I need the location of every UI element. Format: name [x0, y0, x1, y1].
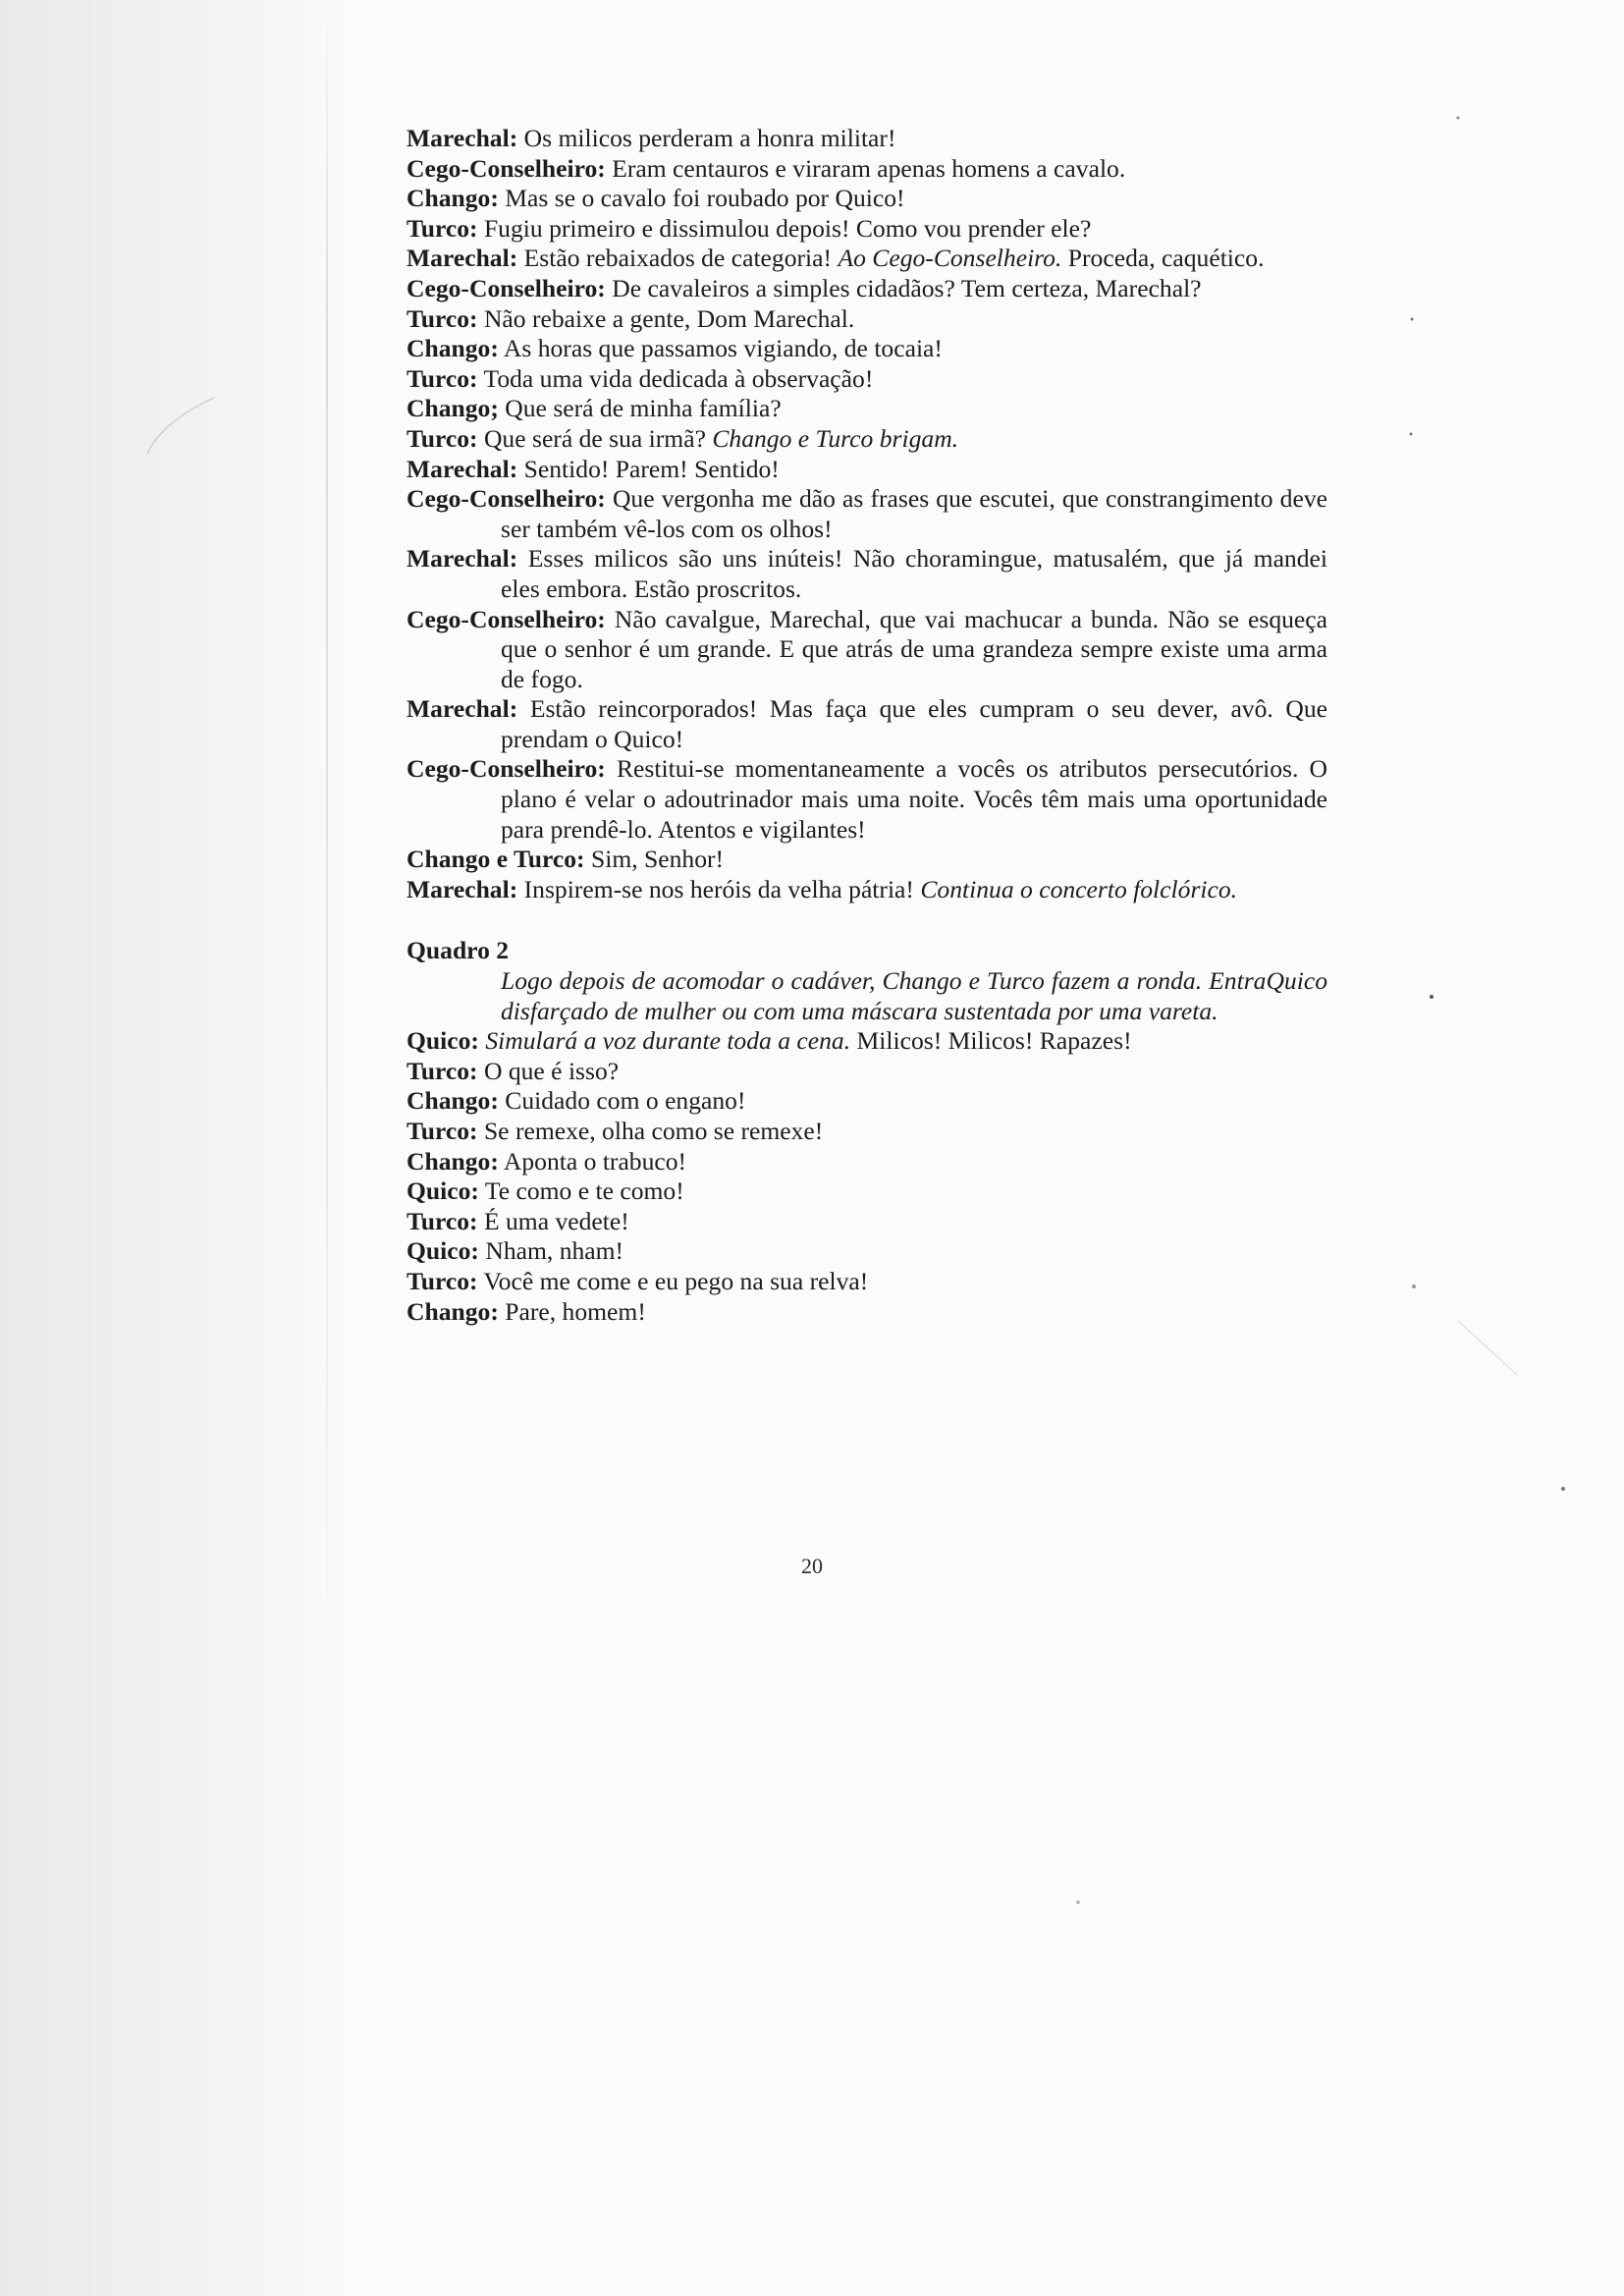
line-text: É uma vedete! — [483, 1206, 629, 1235]
dialogue-line — [406, 1176, 1327, 1207]
dialogue-line — [406, 424, 1327, 455]
speaker-name: Turco: — [406, 1206, 478, 1235]
dialogue-line — [406, 304, 1327, 335]
dialogue-line — [406, 364, 1327, 395]
page-gutter — [326, 0, 328, 1669]
stage-direction: Ao Cego-Conselheiro. — [838, 244, 1062, 273]
line-text: Nham, nham! — [485, 1236, 624, 1266]
line-text: As horas que passamos vigiando, de tocaia! — [503, 334, 943, 363]
line-text: Pare, homem! — [505, 1296, 646, 1326]
script-text — [406, 124, 1327, 1327]
dialogue-line — [406, 1117, 1327, 1147]
line-text: Estão rebaixados de categoria! — [523, 244, 833, 273]
speaker-name: Quico: — [406, 1176, 479, 1206]
dialogue-line — [406, 754, 1327, 845]
line-text: De cavaleiros a simples cidadãos? Tem certeza, Marechal? — [612, 273, 1202, 302]
line-text: Se remexe, olha como se remexe! — [483, 1117, 824, 1145]
dialogue-line — [406, 1147, 1327, 1177]
dialogue-line — [406, 1207, 1327, 1237]
section-title: Quadro 2 — [406, 936, 510, 965]
dialogue-line — [406, 124, 1327, 154]
dialogue-line — [406, 1236, 1327, 1267]
line-text: Restitui-se momentaneamente a vocês os atributos persecutórios. O plano é velar o adoutrinador mais uma noite. Vocês têm mais uma oportunidade para prendê-lo. Atentos e vigilantes! — [501, 754, 1327, 844]
dialogue-line — [406, 1057, 1327, 1087]
line-text: Aponta o trabuco! — [503, 1146, 687, 1175]
line-text: Fugiu primeiro e dissimulou depois! Como vou prender ele? — [483, 213, 1092, 243]
line-text: Não rebaixe a gente, Dom Marechal. — [483, 303, 855, 333]
stage-direction: Chango e Turco brigam. — [712, 423, 959, 453]
speaker-name: Marechal: — [406, 544, 518, 574]
line-text: Eram centauros e viraram apenas homens a cavalo. — [612, 153, 1126, 183]
line-text: Proceda, caquético. — [1067, 244, 1265, 273]
line-text: Milicos! Milicos! Rapazes! — [856, 1026, 1132, 1056]
stage-direction: Simulará a voz durante toda a cena. — [485, 1026, 851, 1056]
speaker-name: Quico: — [406, 1236, 479, 1266]
speaker-name: Turco: — [406, 303, 478, 333]
page-number: 20 — [801, 1554, 823, 1578]
dialogue-line — [406, 455, 1327, 485]
section-stage-direction: Logo depois de acomodar o cadáver, Chango e Turco fazem a ronda. EntraQuico disfarçado de mulher ou com uma máscara sustentada por uma vareta. — [501, 966, 1327, 1025]
dialogue-line — [406, 484, 1327, 544]
dialogue-line — [406, 184, 1327, 214]
line-text: Mas se o cavalo foi roubado por Quico! — [505, 184, 905, 213]
speaker-name: Turco: — [406, 213, 478, 243]
line-text: Inspirem-se nos heróis da velha pátria! — [523, 874, 914, 903]
speaker-name: Chango e Turco: — [406, 845, 585, 874]
dialogue-line — [406, 1267, 1327, 1297]
speaker-name: Cego-Conselheiro: — [406, 484, 606, 514]
line-text: Que será de minha família? — [505, 394, 782, 423]
speaker-name: Turco: — [406, 363, 478, 393]
dialogue-line — [406, 244, 1327, 274]
line-text: Te como e te como! — [484, 1176, 684, 1206]
speaker-name: Chango: — [406, 334, 499, 363]
line-text: Você me come e eu pego na sua relva! — [483, 1266, 869, 1295]
line-text: Que vergonha me dão as frases que escutei, que constrangimento deve ser também vê-los com os olhos! — [501, 484, 1328, 543]
line-text: Estão reincorporados! Mas faça que eles cumpram o seu dever, avô. Que prendam o Quico! — [501, 694, 1327, 753]
dialogue-line — [406, 875, 1327, 905]
speaker-name: Cego-Conselheiro: — [406, 604, 606, 633]
dialogue-line — [406, 154, 1327, 185]
dialogue-line — [406, 605, 1327, 695]
dialogue-line — [406, 334, 1327, 364]
dialogue-line — [406, 1086, 1327, 1117]
speaker-name: Turco: — [406, 1266, 478, 1295]
speaker-name: Turco: — [406, 423, 478, 453]
speaker-name: Chango: — [406, 1296, 499, 1326]
line-text: Toda uma vida dedicada à observação! — [483, 363, 874, 393]
dialogue-line — [406, 274, 1327, 304]
speaker-name: Chango: — [406, 1086, 499, 1116]
dialogue-line — [406, 1297, 1327, 1328]
dialogue-line — [406, 1026, 1327, 1057]
speaker-name: Cego-Conselheiro: — [406, 754, 606, 784]
dialogue-line — [406, 694, 1327, 754]
line-text: O que é isso? — [483, 1056, 620, 1085]
speaker-name: Turco: — [406, 1117, 478, 1145]
dialogue-line — [406, 544, 1327, 604]
speaker-name: Chango: — [406, 184, 499, 213]
line-text: Os milicos perderam a honra militar! — [523, 124, 896, 152]
speaker-name: Chango; — [406, 394, 499, 423]
speaker-name: Quico: — [406, 1026, 479, 1056]
dialogue-line — [406, 845, 1327, 875]
speaker-name: Turco: — [406, 1056, 478, 1085]
speaker-name: Chango: — [406, 1146, 499, 1175]
speaker-name: Marechal: — [406, 124, 518, 152]
scan-shading — [0, 0, 353, 2296]
line-text: Que será de sua irmã? — [483, 423, 706, 453]
speaker-name: Marechal: — [406, 874, 518, 903]
dialogue-line — [406, 394, 1327, 424]
speaker-name: Marechal: — [406, 454, 518, 483]
speaker-name: Marechal: — [406, 244, 518, 273]
line-text: Esses milicos são uns inúteis! Não choramingue, matusalém, que já mandei eles embora. Estão proscritos. — [501, 544, 1327, 603]
line-text: Cuidado com o engano! — [505, 1086, 746, 1116]
line-text: Sentido! Parem! Sentido! — [523, 454, 780, 483]
line-text: Sim, Senhor! — [590, 845, 725, 874]
dialogue-line — [406, 214, 1327, 245]
speaker-name: Cego-Conselheiro: — [406, 273, 606, 302]
speaker-name: Marechal: — [406, 694, 518, 724]
stage-direction: Continua o concerto folclórico. — [920, 874, 1238, 903]
line-text: Não cavalgue, Marechal, que vai machucar a bunda. Não se esqueça que o senhor é um grande. E que atrás de uma grandeza sempre existe uma arma de fogo. — [501, 604, 1327, 693]
speaker-name: Cego-Conselheiro: — [406, 153, 606, 183]
